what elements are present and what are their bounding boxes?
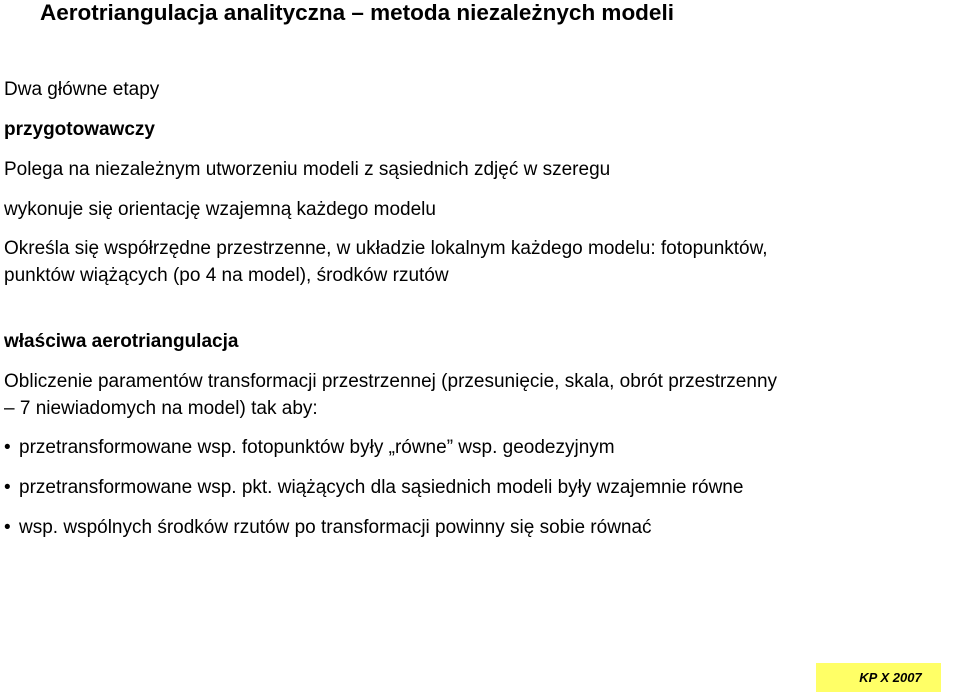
footer-badge	[816, 663, 941, 692]
stage2-heading: właściwa aerotriangulacja	[4, 331, 239, 352]
bullet-dot: •	[4, 517, 11, 538]
bullet-dot: •	[4, 477, 11, 498]
bullet-text: wsp. wspólnych środków rzutów po transformacji powinny się sobie równać	[19, 517, 652, 538]
stage1-line: wykonuje się orientację wzajemną każdego modelu	[4, 199, 436, 220]
bullet-dot: •	[4, 437, 11, 458]
stage2-line: – 7 niewiadomych na model) tak aby:	[4, 398, 318, 419]
bullet-item	[4, 477, 743, 499]
bullet-item	[4, 437, 615, 459]
stage2-line: Obliczenie paramentów transformacji przestrzennej (przesunięcie, skala, obrót przestrzenny	[4, 371, 778, 392]
footer-label: KP X 2007	[859, 670, 922, 685]
bullet-text: przetransformowane wsp. fotopunktów były „równe” wsp. geodezyjnym	[19, 437, 615, 458]
stage1-heading: przygotowawczy	[4, 119, 155, 140]
slide-title: Aerotriangulacja analityczna – metoda niezależnych modeli	[40, 0, 674, 25]
bullet-item	[4, 517, 652, 539]
stage1-line: punktów wiążących (po 4 na model), środków rzutów	[4, 265, 449, 286]
bullet-text: przetransformowane wsp. pkt. wiążących dla sąsiednich modeli były wzajemnie równe	[19, 477, 744, 498]
stage1-line: Określa się współrzędne przestrzenne, w układzie lokalnym każdego modelu: fotopunktów,	[4, 238, 768, 259]
intro-text: Dwa główne etapy	[4, 79, 160, 100]
stage1-line: Polega na niezależnym utworzeniu modeli z sąsiednich zdjęć w szeregu	[4, 159, 611, 180]
